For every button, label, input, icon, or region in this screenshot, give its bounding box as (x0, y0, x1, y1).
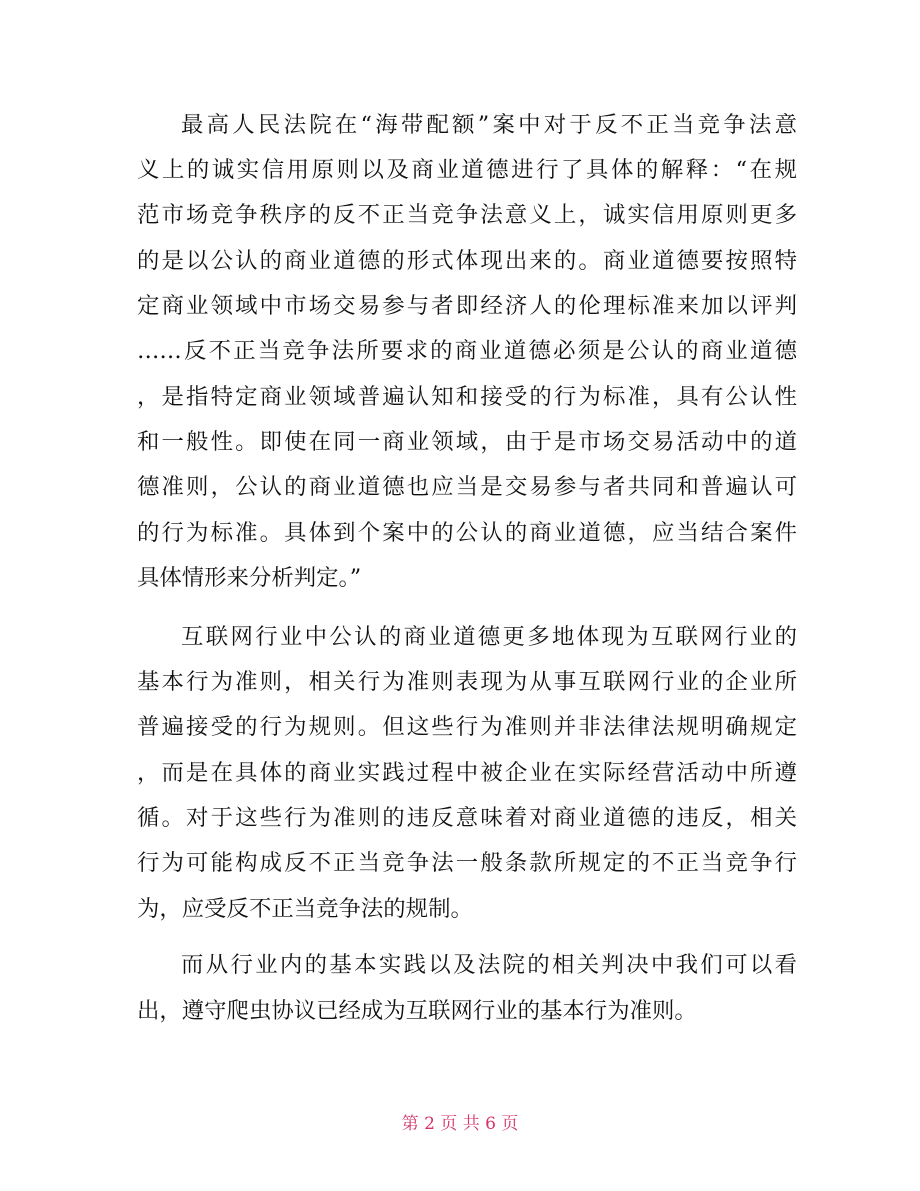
paragraph-line: 循。对于这些行为准则的违反意味着对商业道德的违反，相关 (137, 805, 797, 831)
paragraph-line: 互联网行业中公认的商业道德更多地体现为互联网行业的 (181, 624, 797, 650)
paragraph-line: 出，遵守爬虫协议已经成为互联网行业的基本行为准则。 (137, 998, 697, 1024)
paragraph-line: 和一般性。即使在同一商业领域，由于是市场交易活动中的道 (137, 429, 797, 455)
paragraph-line: 具体情形来分析判定。” (137, 565, 362, 591)
paragraph-line: 而从行业内的基本实践以及法院的相关判决中我们可以看 (181, 952, 797, 978)
paragraph-line: ，而是在具体的商业实践过程中被企业在实际经营活动中所遵 (137, 760, 797, 786)
paragraph-line: 普遍接受的行为规则。但这些行为准则并非法律法规明确规定 (137, 714, 797, 740)
paragraph-line: 基本行为准则，相关行为准则表现为从事互联网行业的企业所 (137, 669, 797, 695)
page-number-footer: 第 2 页 共 6 页 (401, 1114, 519, 1134)
paragraph-line: 的是以公认的商业道德的形式体现出来的。商业道德要按照特 (137, 248, 797, 274)
paragraph-line: ……反不正当竞争法所要求的商业道德必须是公认的商业道德 (137, 338, 797, 364)
paragraph-line: 义上的诚实信用原则以及商业道德进行了具体的解释：“在规 (137, 157, 797, 183)
paragraph-line: ，是指特定商业领域普遍认知和接受的行为标准，具有公认性 (137, 384, 797, 410)
paragraph-line: 行为可能构成反不正当竞争法一般条款所规定的不正当竞争行 (137, 850, 797, 876)
paragraph-line: 的行为标准。具体到个案中的公认的商业道德，应当结合案件 (137, 520, 797, 546)
paragraph-line: 范市场竞争秩序的反不正当竞争法意义上，诚实信用原则更多 (137, 202, 797, 228)
paragraph-line: 为，应受反不正当竞争法的规制。 (137, 896, 473, 922)
paragraph-line: 德准则，公认的商业道德也应当是交易参与者共同和普遍认可 (137, 474, 797, 500)
paragraph-line: 最高人民法院在“海带配额”案中对于反不正当竞争法意 (181, 112, 797, 138)
paragraph-line: 定商业领域中市场交易参与者即经济人的伦理标准来加以评判 (137, 293, 797, 319)
